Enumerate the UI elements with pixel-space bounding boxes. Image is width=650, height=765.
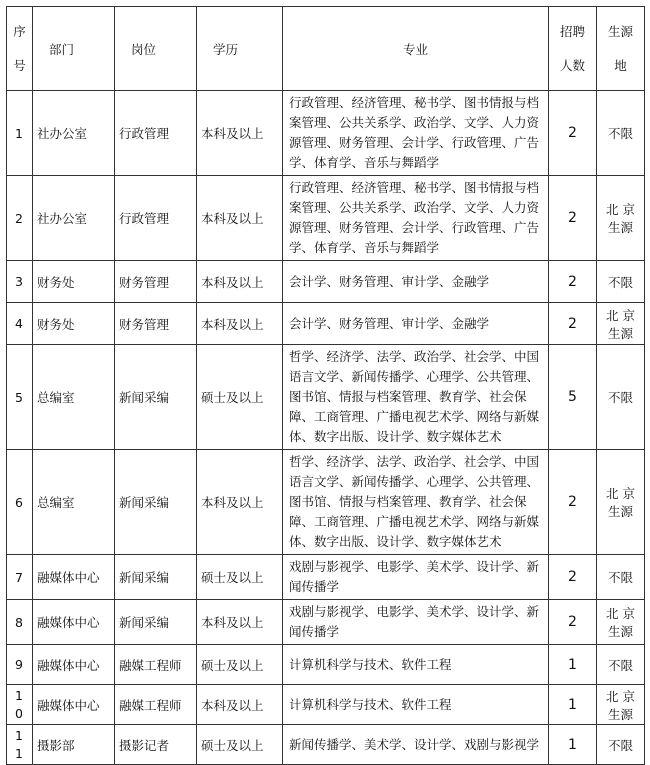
row-count: 2 xyxy=(549,450,597,555)
row-major: 戏剧与影视学、电影学、美术学、设计学、新闻传播学 xyxy=(283,555,549,600)
header-education: 学历 xyxy=(197,7,283,91)
row-dept: 总编室 xyxy=(33,345,115,450)
row-dept: 融媒体中心 xyxy=(33,555,115,600)
row-major: 行政管理、经济管理、秘书学、图书情报与档案管理、公共关系学、政治学、文学、人力资源管理、财务管理、会计学、行政管理、广告学、体育学、音乐与舞蹈学 xyxy=(283,176,549,261)
header-count: 招聘 人数 xyxy=(549,7,597,91)
row-position: 新闻采编 xyxy=(115,450,197,555)
row-dept: 社办公室 xyxy=(33,176,115,261)
table-row xyxy=(7,685,645,725)
row-major: 新闻传播学、美术学、设计学、戏剧与影视学 xyxy=(283,725,549,765)
row-index: 3 xyxy=(7,261,33,303)
row-index: 1 xyxy=(7,91,33,176)
row-major: 哲学、经济学、法学、政治学、社会学、中国语言文学、新闻传播学、心理学、公共管理、图书馆、情报与档案管理、教育学、社会保障、工商管理、广播电视艺术学、网络与新媒体、数字出版、设计学、数字媒体艺术 xyxy=(283,345,549,450)
row-origin: 北 京生源 xyxy=(597,303,645,345)
header-origin: 生源 地 xyxy=(597,7,645,91)
row-origin: 北 京生源 xyxy=(597,685,645,725)
row-index: 6 xyxy=(7,450,33,555)
row-dept: 总编室 xyxy=(33,450,115,555)
table-row xyxy=(7,345,645,450)
table-row xyxy=(7,600,645,645)
row-dept: 融媒体中心 xyxy=(33,645,115,685)
row-origin: 不限 xyxy=(597,725,645,765)
table-row xyxy=(7,176,645,261)
header-position: 岗位 xyxy=(115,7,197,91)
row-count: 1 xyxy=(549,725,597,765)
row-dept: 财务处 xyxy=(33,261,115,303)
row-index xyxy=(7,685,33,725)
row-position: 摄影记者 xyxy=(115,725,197,765)
row-dept: 摄影部 xyxy=(33,725,115,765)
row-position: 新闻采编 xyxy=(115,345,197,450)
table-row xyxy=(7,450,645,555)
table-row xyxy=(7,555,645,600)
row-position: 财务管理 xyxy=(115,261,197,303)
row-count: 2 xyxy=(549,600,597,645)
row-education: 本科及以上 xyxy=(197,176,283,261)
row-education: 本科及以上 xyxy=(197,261,283,303)
row-count: 2 xyxy=(549,303,597,345)
row-index: 5 xyxy=(7,345,33,450)
header-dept: 部门 xyxy=(33,7,115,91)
row-count: 1 xyxy=(549,685,597,725)
row-position: 新闻采编 xyxy=(115,600,197,645)
row-education: 本科及以上 xyxy=(197,303,283,345)
row-major: 会计学、财务管理、审计学、金融学 xyxy=(283,261,549,303)
row-education: 硕士及以上 xyxy=(197,345,283,450)
row-origin: 北 京生源 xyxy=(597,450,645,555)
row-index-digit-1: 1 xyxy=(15,687,23,703)
row-dept: 融媒体中心 xyxy=(33,685,115,725)
row-position: 融媒工程师 xyxy=(115,645,197,685)
row-education: 本科及以上 xyxy=(197,91,283,176)
row-index: 8 xyxy=(7,600,33,645)
row-dept: 融媒体中心 xyxy=(33,600,115,645)
row-index: 7 xyxy=(7,555,33,600)
row-position: 行政管理 xyxy=(115,91,197,176)
header-row xyxy=(7,7,645,91)
row-count: 2 xyxy=(549,555,597,600)
table-row xyxy=(7,303,645,345)
row-position: 行政管理 xyxy=(115,176,197,261)
row-education: 本科及以上 xyxy=(197,600,283,645)
row-count: 5 xyxy=(549,345,597,450)
row-major: 计算机科学与技术、软件工程 xyxy=(283,645,549,685)
row-major: 哲学、经济学、法学、政治学、社会学、中国语言文学、新闻传播学、心理学、公共管理、图书馆、情报与档案管理、教育学、社会保障、工商管理、广播电视艺术学、网络与新媒体、数字出版、设计学、数字媒体艺术 xyxy=(283,450,549,555)
recruitment-table xyxy=(6,6,645,765)
row-education: 硕士及以上 xyxy=(197,555,283,600)
row-major: 行政管理、经济管理、秘书学、图书情报与档案管理、公共关系学、政治学、文学、人力资源管理、财务管理、会计学、行政管理、广告学、体育学、音乐与舞蹈学 xyxy=(283,91,549,176)
row-index-digit-2: 1 xyxy=(15,745,23,761)
table-row xyxy=(7,91,645,176)
row-index xyxy=(7,725,33,765)
row-education: 本科及以上 xyxy=(197,450,283,555)
row-index-digit-1: 1 xyxy=(15,727,23,743)
row-position: 财务管理 xyxy=(115,303,197,345)
row-count: 2 xyxy=(549,91,597,176)
row-origin: 北 京生源 xyxy=(597,600,645,645)
row-major: 会计学、财务管理、审计学、金融学 xyxy=(283,303,549,345)
row-education: 本科及以上 xyxy=(197,685,283,725)
row-origin: 北 京生源 xyxy=(597,176,645,261)
table-row xyxy=(7,645,645,685)
row-dept: 财务处 xyxy=(33,303,115,345)
row-origin: 不限 xyxy=(597,345,645,450)
row-origin: 不限 xyxy=(597,645,645,685)
row-count: 2 xyxy=(549,176,597,261)
row-dept: 社办公室 xyxy=(33,91,115,176)
row-major: 戏剧与影视学、电影学、美术学、设计学、新闻传播学 xyxy=(283,600,549,645)
row-major: 计算机科学与技术、软件工程 xyxy=(283,685,549,725)
table-row xyxy=(7,725,645,765)
row-index: 4 xyxy=(7,303,33,345)
header-index: 序 号 xyxy=(7,7,33,91)
header-major: 专业 xyxy=(283,7,549,91)
row-origin: 不限 xyxy=(597,91,645,176)
row-education: 硕士及以上 xyxy=(197,725,283,765)
row-position: 融媒工程师 xyxy=(115,685,197,725)
row-index-digit-2: 0 xyxy=(15,705,23,721)
table-row xyxy=(7,261,645,303)
row-origin: 不限 xyxy=(597,555,645,600)
row-count: 2 xyxy=(549,261,597,303)
row-education: 硕士及以上 xyxy=(197,645,283,685)
row-count: 1 xyxy=(549,645,597,685)
row-origin: 不限 xyxy=(597,261,645,303)
row-index: 9 xyxy=(7,645,33,685)
row-position: 新闻采编 xyxy=(115,555,197,600)
row-index: 2 xyxy=(7,176,33,261)
